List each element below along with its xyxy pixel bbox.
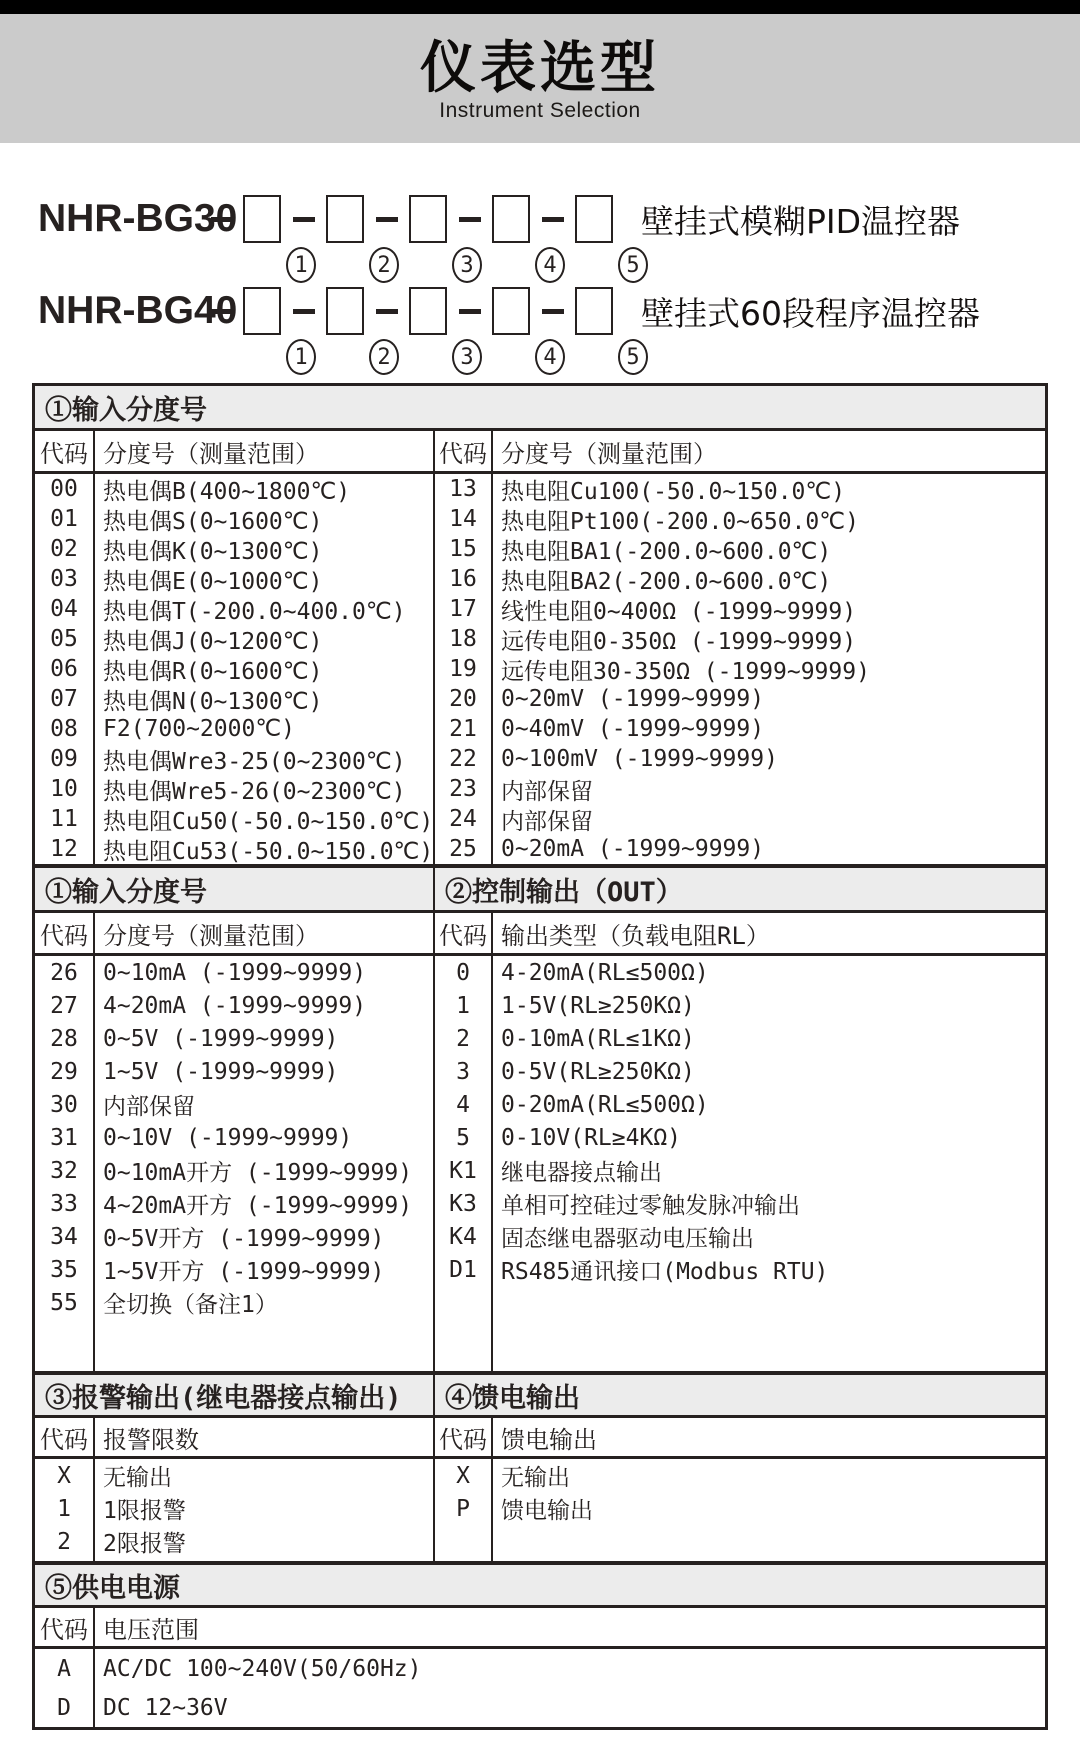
- value-header-cell: 馈电输出: [501, 1425, 597, 1454]
- code-cell: 05: [35, 624, 95, 654]
- table-row: [435, 744, 1045, 774]
- table-row: [35, 1649, 1045, 1688]
- code-cell: 06: [35, 654, 95, 684]
- value-cell: 0~10V (-1999~9999): [103, 1124, 353, 1151]
- value-cell: 无输出: [501, 1465, 570, 1491]
- value-cell: 热电偶Wre5-26(0~2300℃): [103, 778, 406, 804]
- filler-code-cell: [35, 1319, 95, 1371]
- value-cell: 热电偶N(0~1300℃): [103, 688, 323, 714]
- table-section: [35, 386, 1045, 864]
- value-cell: 内部保留: [501, 778, 593, 804]
- table-row: [435, 1154, 1045, 1187]
- code-cell: 11: [35, 804, 95, 834]
- table-row: [435, 504, 1045, 534]
- table-row: [35, 1459, 433, 1492]
- position-number-circle: 2: [369, 339, 399, 375]
- table-row: [435, 1088, 1045, 1121]
- code-cell: 4: [435, 1088, 493, 1121]
- code-cell: 26: [35, 956, 95, 989]
- code-cell: 15: [435, 534, 493, 564]
- table-row: [35, 1121, 433, 1154]
- position-number-circle: 1: [286, 339, 316, 375]
- table-row: [435, 624, 1045, 654]
- page-subtitle: Instrument Selection: [439, 98, 641, 122]
- value-cell: 热电阻Pt100(-200.0~650.0℃): [501, 508, 859, 534]
- filler-code-cell: [35, 1558, 95, 1561]
- table-row: [35, 474, 433, 504]
- code-cell: 2: [435, 1022, 493, 1055]
- table-row: [35, 1154, 433, 1187]
- column-header-row: [35, 1418, 433, 1459]
- code-cell: 31: [35, 1121, 95, 1154]
- position-numbers-row: [38, 247, 1080, 283]
- code-cell: 16: [435, 564, 493, 594]
- code-box: [492, 287, 530, 335]
- code-header-cell: 代码: [35, 431, 95, 471]
- column-header-row: [35, 1608, 1045, 1649]
- value-cell: 热电偶J(0~1200℃): [103, 628, 323, 654]
- table-row: [35, 804, 433, 834]
- column-header-row: [35, 913, 433, 956]
- table-row: [435, 989, 1045, 1022]
- code-box: [575, 287, 613, 335]
- table-row: [35, 744, 433, 774]
- code-cell: 30: [35, 1088, 95, 1121]
- code-cell: D1: [435, 1253, 493, 1286]
- code-cell: 03: [35, 564, 95, 594]
- value-cell: 内部保留: [103, 1094, 195, 1120]
- value-cell: AC/DC 100~240V(50/60Hz): [103, 1655, 422, 1682]
- value-header-cell: 分度号（测量范围）: [103, 921, 319, 950]
- code-cell: 33: [35, 1187, 95, 1220]
- code-cell: 22: [435, 744, 493, 774]
- table-row: [435, 474, 1045, 504]
- section-band: [35, 1375, 1045, 1418]
- code-cell: 08: [35, 714, 95, 744]
- code-header-cell: 代码: [35, 913, 95, 953]
- code-header-cell: 代码: [435, 913, 493, 953]
- code-cell: 32: [35, 1154, 95, 1187]
- table-row: [35, 989, 433, 1022]
- value-cell: 0~10mA (-1999~9999): [103, 959, 367, 986]
- table-section: [35, 1371, 1045, 1561]
- dash: [200, 309, 243, 314]
- value-cell: 热电偶E(0~1000℃): [103, 568, 323, 594]
- table-row: [35, 564, 433, 594]
- code-cell: 23: [435, 774, 493, 804]
- table-row: [35, 1492, 433, 1525]
- value-cell: 2限报警: [103, 1531, 186, 1557]
- value-cell: 热电偶S(0~1600℃): [103, 508, 323, 534]
- table-row: [435, 654, 1045, 684]
- table-row: [35, 684, 433, 714]
- filler-row: [35, 1319, 433, 1371]
- code-cell: 20: [435, 684, 493, 714]
- code-cell: 28: [35, 1022, 95, 1055]
- code-cell: X: [35, 1459, 95, 1492]
- value-cell: 内部保留: [501, 808, 593, 834]
- code-cell: 09: [35, 744, 95, 774]
- value-cell: DC 12~36V: [103, 1694, 228, 1721]
- selection-table: [32, 383, 1048, 1730]
- section-column: [35, 913, 435, 1371]
- value-cell: 1-5V(RL≥250KΩ): [501, 992, 695, 1019]
- code-box: [409, 195, 447, 243]
- section-column: [435, 913, 1045, 1371]
- code-cell: 0: [435, 956, 493, 989]
- code-cell: X: [435, 1459, 493, 1492]
- position-number-circle: 4: [535, 339, 565, 375]
- dash: [447, 309, 492, 314]
- section-band-label: ②控制输出（OUT）: [445, 876, 683, 908]
- code-cell: 17: [435, 594, 493, 624]
- code-cell: K1: [435, 1154, 493, 1187]
- section-column: [435, 431, 1045, 864]
- table-row: [35, 654, 433, 684]
- code-cell: K4: [435, 1220, 493, 1253]
- code-box: [575, 195, 613, 243]
- table-section: [35, 864, 1045, 1371]
- code-cell: 14: [435, 504, 493, 534]
- column-header-row: [435, 431, 1045, 474]
- code-cell: 18: [435, 624, 493, 654]
- code-cell: 55: [35, 1286, 95, 1319]
- model-description: 壁挂式60段程序温控器: [641, 293, 980, 333]
- section-band-label: ④馈电输出: [445, 1382, 580, 1414]
- code-cell: A: [35, 1649, 95, 1688]
- page-title: 仪表选型: [420, 35, 660, 101]
- code-cell: 12: [35, 834, 95, 864]
- value-cell: 热电偶T(-200.0~400.0℃): [103, 598, 406, 624]
- filler-code-cell: [435, 1525, 493, 1561]
- section-band: [35, 868, 1045, 913]
- code-box: [243, 287, 281, 335]
- model-description: 壁挂式模糊PID温控器: [641, 201, 961, 241]
- filler-code-cell: [435, 1286, 493, 1371]
- table-row: [435, 774, 1045, 804]
- code-cell: 1: [435, 989, 493, 1022]
- filler-value-cell: [95, 1319, 433, 1371]
- position-number-circle: 3: [452, 247, 482, 283]
- value-cell: 4-20mA(RL≤500Ω): [501, 959, 709, 986]
- table-row: [35, 594, 433, 624]
- dash: [200, 217, 243, 222]
- column-header-row: [435, 1418, 1045, 1459]
- position-number-circle: 4: [535, 247, 565, 283]
- table-row: [35, 1088, 433, 1121]
- value-cell: 热电偶Wre3-25(0~2300℃): [103, 748, 406, 774]
- code-cell: 01: [35, 504, 95, 534]
- table-row: [435, 534, 1045, 564]
- table-row: [435, 956, 1045, 989]
- table-row: [435, 1253, 1045, 1286]
- code-cell: 3: [435, 1055, 493, 1088]
- table-row: [35, 834, 433, 864]
- dash: [364, 309, 409, 314]
- table-row: [435, 1022, 1045, 1055]
- code-cell: 02: [35, 534, 95, 564]
- dash: [364, 217, 409, 222]
- model-row: [38, 193, 1080, 245]
- value-header-cell: 分度号（测量范围）: [501, 439, 717, 468]
- code-cell: 27: [35, 989, 95, 1022]
- section-column: [35, 1608, 1045, 1727]
- value-cell: 1~5V (-1999~9999): [103, 1058, 339, 1085]
- value-header-cell: 报警限数: [103, 1425, 199, 1454]
- position-number-circle: 2: [369, 247, 399, 283]
- table-row: [35, 774, 433, 804]
- section-band: [35, 386, 1045, 431]
- value-cell: 4~20mA开方 (-1999~9999): [103, 1193, 413, 1219]
- dash: [281, 309, 326, 314]
- table-row: [35, 714, 433, 744]
- model-name: NHR-BG40: [38, 289, 238, 332]
- value-cell: 0~5V开方 (-1999~9999): [103, 1226, 385, 1252]
- code-cell: 29: [35, 1055, 95, 1088]
- table-row: [435, 684, 1045, 714]
- filler-row: [435, 1525, 1045, 1561]
- code-box: [492, 195, 530, 243]
- value-cell: 0~40mV (-1999~9999): [501, 716, 765, 742]
- section-band: [35, 1565, 1045, 1608]
- code-box: [409, 287, 447, 335]
- value-cell: 线性电阻0~400Ω (-1999~9999): [501, 598, 857, 624]
- table-row: [35, 1055, 433, 1088]
- value-cell: 热电阻Cu100(-50.0~150.0℃): [501, 478, 846, 504]
- table-row: [435, 1492, 1045, 1525]
- dash: [447, 217, 492, 222]
- filler-row: [35, 1558, 433, 1561]
- code-header-cell: 代码: [35, 1418, 95, 1456]
- code-cell: 25: [435, 834, 493, 864]
- section-body: [35, 913, 1045, 1371]
- table-row: [35, 534, 433, 564]
- section-column: [435, 1418, 1045, 1561]
- value-cell: 远传电阻0-350Ω (-1999~9999): [501, 628, 857, 654]
- model-name: NHR-BG30: [38, 197, 238, 240]
- value-cell: F2(700~2000℃): [103, 716, 295, 742]
- table-row: [35, 1253, 433, 1286]
- section-body: [35, 1608, 1045, 1727]
- table-row: [435, 1055, 1045, 1088]
- position-number-circle: 5: [618, 339, 648, 375]
- table-row: [435, 834, 1045, 864]
- value-cell: 热电阻Cu50(-50.0~150.0℃): [103, 808, 433, 834]
- section-column: [35, 1418, 435, 1561]
- value-cell: 热电阻BA2(-200.0~600.0℃): [501, 568, 832, 594]
- table-row: [35, 1525, 433, 1558]
- value-cell: 0~20mV (-1999~9999): [501, 686, 765, 712]
- value-cell: 热电阻Cu53(-50.0~150.0℃): [103, 838, 433, 864]
- table-row: [35, 1187, 433, 1220]
- code-header-cell: 代码: [435, 431, 493, 471]
- value-cell: 0~100mV (-1999~9999): [501, 746, 778, 772]
- code-cell: 07: [35, 684, 95, 714]
- table-row: [35, 1688, 1045, 1727]
- value-cell: 全切换（备注1）: [103, 1292, 278, 1318]
- code-cell: D: [35, 1688, 95, 1727]
- dash: [530, 309, 575, 314]
- table-row: [35, 1220, 433, 1253]
- value-header-cell: 输出类型（负载电阻RL）: [501, 921, 770, 950]
- table-row: [35, 1286, 433, 1319]
- code-box: [243, 195, 281, 243]
- dash: [530, 217, 575, 222]
- code-header-cell: 代码: [35, 1608, 95, 1646]
- section-band-label: ③报警输出(继电器接点输出): [35, 1375, 435, 1415]
- position-number-circle: 3: [452, 339, 482, 375]
- code-cell: 04: [35, 594, 95, 624]
- position-number-circle: 1: [286, 247, 316, 283]
- code-cell: 35: [35, 1253, 95, 1286]
- code-cell: 5: [435, 1121, 493, 1154]
- value-cell: 馈电输出: [501, 1498, 593, 1524]
- code-box: [326, 287, 364, 335]
- value-cell: 4~20mA (-1999~9999): [103, 992, 367, 1019]
- value-cell: 热电偶B(400~1800℃): [103, 478, 351, 504]
- table-row: [435, 804, 1045, 834]
- model-block: [38, 193, 1080, 283]
- value-cell: 0-5V(RL≥250KΩ): [501, 1058, 695, 1085]
- value-cell: 0~20mA (-1999~9999): [501, 836, 765, 862]
- code-cell: P: [435, 1492, 493, 1525]
- value-cell: 1限报警: [103, 1498, 186, 1524]
- value-cell: 热电偶K(0~1300℃): [103, 538, 323, 564]
- model-code-diagrams: [0, 193, 1080, 375]
- value-cell: 固态继电器驱动电压输出: [501, 1226, 754, 1252]
- code-cell: 2: [35, 1525, 95, 1558]
- table-row: [35, 504, 433, 534]
- table-row: [435, 714, 1045, 744]
- section-column: [35, 431, 435, 864]
- code-cell: 34: [35, 1220, 95, 1253]
- position-numbers-row: [38, 339, 1080, 375]
- value-cell: 热电阻BA1(-200.0~600.0℃): [501, 538, 832, 564]
- value-cell: 热电偶R(0~1600℃): [103, 658, 323, 684]
- value-cell: 1~5V开方 (-1999~9999): [103, 1259, 385, 1285]
- table-row: [35, 1022, 433, 1055]
- value-cell: 0-20mA(RL≤500Ω): [501, 1091, 709, 1118]
- value-cell: 0~5V (-1999~9999): [103, 1025, 339, 1052]
- table-row: [435, 1459, 1045, 1492]
- value-header-cell: 电压范围: [103, 1615, 199, 1644]
- dash: [281, 217, 326, 222]
- value-cell: 继电器接点输出: [501, 1160, 662, 1186]
- code-box: [326, 195, 364, 243]
- section-band-label: ⑤供电电源: [45, 1572, 180, 1604]
- value-cell: 0-10V(RL≥4KΩ): [501, 1124, 682, 1151]
- model-block: [38, 285, 1080, 375]
- table-row: [435, 1220, 1045, 1253]
- filler-row: [435, 1286, 1045, 1371]
- table-row: [435, 564, 1045, 594]
- filler-value-cell: [493, 1525, 1045, 1561]
- code-cell: 00: [35, 474, 95, 504]
- code-header-cell: 代码: [435, 1418, 493, 1456]
- table-row: [35, 956, 433, 989]
- value-cell: RS485通讯接口(Modbus RTU): [501, 1259, 829, 1285]
- table-section: [35, 1561, 1045, 1727]
- top-black-bar: [0, 0, 1080, 14]
- value-cell: 0-10mA(RL≤1KΩ): [501, 1025, 695, 1052]
- title-banner: [0, 14, 1080, 143]
- value-cell: 0~10mA开方 (-1999~9999): [103, 1160, 413, 1186]
- column-header-row: [35, 431, 433, 474]
- filler-value-cell: [493, 1286, 1045, 1371]
- filler-value-cell: [95, 1558, 433, 1561]
- section-band-label: ①输入分度号: [35, 868, 435, 910]
- position-number-circle: 5: [618, 247, 648, 283]
- column-header-row: [435, 913, 1045, 956]
- value-cell: 单相可控硅过零触发脉冲输出: [501, 1193, 800, 1219]
- code-cell: 21: [435, 714, 493, 744]
- code-cell: K3: [435, 1187, 493, 1220]
- model-row: [38, 285, 1080, 337]
- code-cell: 10: [35, 774, 95, 804]
- table-row: [435, 594, 1045, 624]
- value-header-cell: 分度号（测量范围）: [103, 439, 319, 468]
- code-cell: 19: [435, 654, 493, 684]
- section-body: [35, 1418, 1045, 1561]
- table-row: [435, 1121, 1045, 1154]
- table-row: [35, 624, 433, 654]
- value-cell: 无输出: [103, 1465, 172, 1491]
- code-cell: 13: [435, 474, 493, 504]
- section-body: [35, 431, 1045, 864]
- table-row: [435, 1187, 1045, 1220]
- code-cell: 24: [435, 804, 493, 834]
- value-cell: 远传电阻30-350Ω (-1999~9999): [501, 658, 870, 684]
- code-cell: 1: [35, 1492, 95, 1525]
- section-band-label: ①输入分度号: [45, 394, 207, 426]
